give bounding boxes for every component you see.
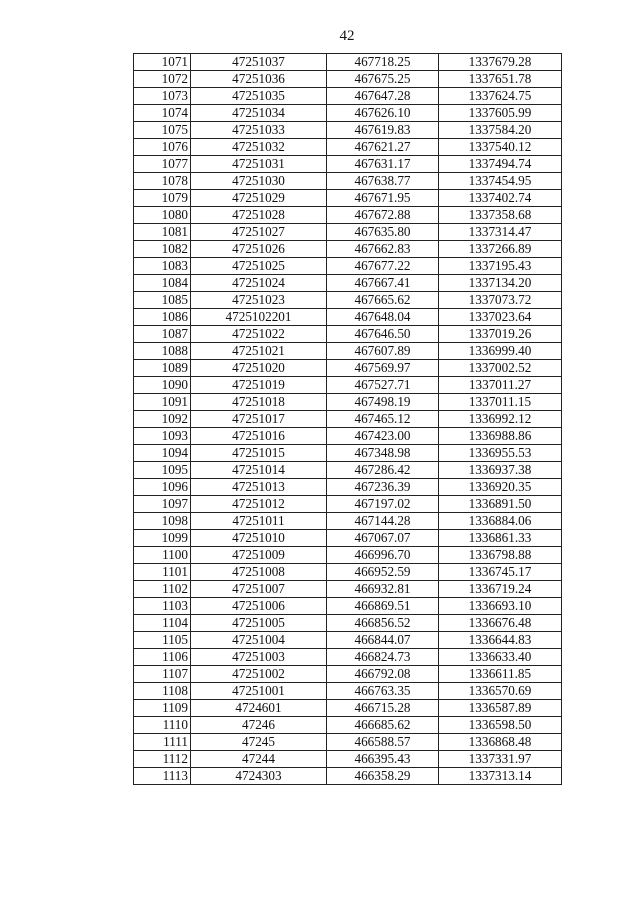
y-coordinate-cell: 1336884.06 [439,513,562,530]
y-coordinate-cell: 1336611.85 [439,666,562,683]
table-row [134,445,562,462]
row-number-cell: 1083 [134,258,191,275]
point-id-cell: 47251010 [191,530,327,547]
point-id-cell: 47251035 [191,88,327,105]
y-coordinate-cell: 1337584.20 [439,122,562,139]
x-coordinate-cell: 467527.71 [327,377,439,394]
row-number-cell: 1095 [134,462,191,479]
y-coordinate-cell: 1336861.33 [439,530,562,547]
page-number: 42 [339,28,355,44]
row-number-cell: 1073 [134,88,191,105]
table-row [134,377,562,394]
row-number-cell: 1076 [134,139,191,156]
table-row [134,122,562,139]
y-coordinate-cell: 1337402.74 [439,190,562,207]
point-id-cell: 4724601 [191,700,327,717]
table-row [134,394,562,411]
table-row [134,581,562,598]
x-coordinate-cell: 466358.29 [327,768,439,785]
y-coordinate-cell: 1337011.15 [439,394,562,411]
x-coordinate-cell: 467646.50 [327,326,439,343]
table-row [134,292,562,309]
table-row [134,258,562,275]
table-row [134,513,562,530]
y-coordinate-cell: 1336868.48 [439,734,562,751]
y-coordinate-cell: 1337651.78 [439,71,562,88]
row-number-cell: 1112 [134,751,191,768]
y-coordinate-cell: 1337266.89 [439,241,562,258]
point-id-cell: 47244 [191,751,327,768]
table-row [134,717,562,734]
x-coordinate-cell: 467648.04 [327,309,439,326]
y-coordinate-cell: 1336798.88 [439,547,562,564]
row-number-cell: 1106 [134,649,191,666]
y-coordinate-cell: 1336745.17 [439,564,562,581]
row-number-cell: 1078 [134,173,191,190]
x-coordinate-cell: 467423.00 [327,428,439,445]
x-coordinate-cell: 466715.28 [327,700,439,717]
row-number-cell: 1071 [134,54,191,71]
x-coordinate-cell: 467067.07 [327,530,439,547]
y-coordinate-cell: 1337331.97 [439,751,562,768]
row-number-cell: 1091 [134,394,191,411]
x-coordinate-cell: 467569.97 [327,360,439,377]
row-number-cell: 1103 [134,598,191,615]
table-row [134,326,562,343]
table-row [134,734,562,751]
row-number-cell: 1072 [134,71,191,88]
table-row [134,173,562,190]
row-number-cell: 1104 [134,615,191,632]
point-id-cell: 47251019 [191,377,327,394]
row-number-cell: 1098 [134,513,191,530]
x-coordinate-cell: 467677.22 [327,258,439,275]
y-coordinate-cell: 1336891.50 [439,496,562,513]
table-row [134,241,562,258]
point-id-cell: 47251008 [191,564,327,581]
point-id-cell: 47251034 [191,105,327,122]
x-coordinate-cell: 467635.80 [327,224,439,241]
table-row [134,530,562,547]
x-coordinate-cell: 467619.83 [327,122,439,139]
point-id-cell: 47251021 [191,343,327,360]
y-coordinate-cell: 1337624.75 [439,88,562,105]
x-coordinate-cell: 467144.28 [327,513,439,530]
y-coordinate-cell: 1337002.52 [439,360,562,377]
table-body [134,54,562,785]
point-id-cell: 47251013 [191,479,327,496]
table-row [134,224,562,241]
point-id-cell: 47251032 [191,139,327,156]
point-id-cell: 47251012 [191,496,327,513]
y-coordinate-cell: 1337195.43 [439,258,562,275]
row-number-cell: 1075 [134,122,191,139]
point-id-cell: 47251036 [191,71,327,88]
x-coordinate-cell: 467626.10 [327,105,439,122]
row-number-cell: 1102 [134,581,191,598]
x-coordinate-cell: 466395.43 [327,751,439,768]
x-coordinate-cell: 466844.07 [327,632,439,649]
y-coordinate-cell: 1336937.38 [439,462,562,479]
point-id-cell: 47251033 [191,122,327,139]
table-row [134,309,562,326]
point-id-cell: 47251027 [191,224,327,241]
row-number-cell: 1093 [134,428,191,445]
row-number-cell: 1081 [134,224,191,241]
x-coordinate-cell: 466824.73 [327,649,439,666]
point-id-cell: 47251023 [191,292,327,309]
x-coordinate-cell: 467465.12 [327,411,439,428]
y-coordinate-cell: 1337540.12 [439,139,562,156]
table-row [134,139,562,156]
y-coordinate-cell: 1336719.24 [439,581,562,598]
row-number-cell: 1111 [134,734,191,751]
y-coordinate-cell: 1336955.53 [439,445,562,462]
table-row [134,156,562,173]
row-number-cell: 1086 [134,309,191,326]
table-row [134,751,562,768]
point-id-cell: 47251015 [191,445,327,462]
x-coordinate-cell: 467675.25 [327,71,439,88]
row-number-cell: 1113 [134,768,191,785]
point-id-cell: 47251003 [191,649,327,666]
x-coordinate-cell: 467662.83 [327,241,439,258]
x-coordinate-cell: 466996.70 [327,547,439,564]
row-number-cell: 1090 [134,377,191,394]
row-number-cell: 1108 [134,683,191,700]
row-number-cell: 1079 [134,190,191,207]
point-id-cell: 47251020 [191,360,327,377]
y-coordinate-cell: 1336676.48 [439,615,562,632]
point-id-cell: 47251006 [191,598,327,615]
x-coordinate-cell: 467638.77 [327,173,439,190]
y-coordinate-cell: 1337313.14 [439,768,562,785]
row-number-cell: 1082 [134,241,191,258]
y-coordinate-cell: 1337023.64 [439,309,562,326]
point-id-cell: 47251016 [191,428,327,445]
table-row [134,615,562,632]
table-row [134,496,562,513]
row-number-cell: 1088 [134,343,191,360]
x-coordinate-cell: 467665.62 [327,292,439,309]
x-coordinate-cell: 467671.95 [327,190,439,207]
table-row [134,190,562,207]
point-id-cell: 47246 [191,717,327,734]
table-row [134,462,562,479]
x-coordinate-cell: 467348.98 [327,445,439,462]
point-id-cell: 4725102201 [191,309,327,326]
y-coordinate-cell: 1337679.28 [439,54,562,71]
row-number-cell: 1094 [134,445,191,462]
table-row [134,632,562,649]
y-coordinate-cell: 1337358.68 [439,207,562,224]
table-row [134,275,562,292]
row-number-cell: 1099 [134,530,191,547]
point-id-cell: 47251002 [191,666,327,683]
point-id-cell: 47251031 [191,156,327,173]
x-coordinate-cell: 466763.35 [327,683,439,700]
table-row [134,479,562,496]
y-coordinate-cell: 1337073.72 [439,292,562,309]
row-number-cell: 1105 [134,632,191,649]
table-row [134,71,562,88]
table-row [134,649,562,666]
x-coordinate-cell: 466792.08 [327,666,439,683]
x-coordinate-cell: 466685.62 [327,717,439,734]
point-id-cell: 47251007 [191,581,327,598]
x-coordinate-cell: 467718.25 [327,54,439,71]
row-number-cell: 1080 [134,207,191,224]
x-coordinate-cell: 466588.57 [327,734,439,751]
table-row [134,768,562,785]
table-row [134,88,562,105]
table-row [134,700,562,717]
x-coordinate-cell: 467286.42 [327,462,439,479]
y-coordinate-cell: 1337605.99 [439,105,562,122]
point-id-cell: 47251005 [191,615,327,632]
table-row [134,428,562,445]
y-coordinate-cell: 1337494.74 [439,156,562,173]
point-id-cell: 47251026 [191,241,327,258]
row-number-cell: 1097 [134,496,191,513]
point-id-cell: 47251022 [191,326,327,343]
point-id-cell: 4724303 [191,768,327,785]
point-id-cell: 47251014 [191,462,327,479]
row-number-cell: 1109 [134,700,191,717]
y-coordinate-cell: 1336633.40 [439,649,562,666]
point-id-cell: 47251024 [191,275,327,292]
table-row [134,598,562,615]
x-coordinate-cell: 467672.88 [327,207,439,224]
point-id-cell: 47251018 [191,394,327,411]
x-coordinate-cell: 467607.89 [327,343,439,360]
y-coordinate-cell: 1336570.69 [439,683,562,700]
y-coordinate-cell: 1336693.10 [439,598,562,615]
table-row [134,683,562,700]
table-row [134,666,562,683]
y-coordinate-cell: 1337454.95 [439,173,562,190]
row-number-cell: 1107 [134,666,191,683]
row-number-cell: 1084 [134,275,191,292]
row-number-cell: 1074 [134,105,191,122]
x-coordinate-cell: 466856.52 [327,615,439,632]
point-id-cell: 47251028 [191,207,327,224]
table-row [134,411,562,428]
point-id-cell: 47251017 [191,411,327,428]
x-coordinate-cell: 467498.19 [327,394,439,411]
y-coordinate-cell: 1337011.27 [439,377,562,394]
table-row [134,105,562,122]
x-coordinate-cell: 467647.28 [327,88,439,105]
point-id-cell: 47245 [191,734,327,751]
row-number-cell: 1100 [134,547,191,564]
row-number-cell: 1089 [134,360,191,377]
row-number-cell: 1110 [134,717,191,734]
x-coordinate-cell: 467631.17 [327,156,439,173]
x-coordinate-cell: 466932.81 [327,581,439,598]
x-coordinate-cell: 466952.59 [327,564,439,581]
y-coordinate-cell: 1336988.86 [439,428,562,445]
y-coordinate-cell: 1337134.20 [439,275,562,292]
x-coordinate-cell: 467667.41 [327,275,439,292]
table-row [134,343,562,360]
table-row [134,207,562,224]
table-row [134,564,562,581]
x-coordinate-cell: 467197.02 [327,496,439,513]
row-number-cell: 1096 [134,479,191,496]
row-number-cell: 1092 [134,411,191,428]
row-number-cell: 1085 [134,292,191,309]
x-coordinate-cell: 466869.51 [327,598,439,615]
y-coordinate-cell: 1336644.83 [439,632,562,649]
table-row [134,547,562,564]
y-coordinate-cell: 1336587.89 [439,700,562,717]
row-number-cell: 1101 [134,564,191,581]
y-coordinate-cell: 1336992.12 [439,411,562,428]
table-row [134,54,562,71]
x-coordinate-cell: 467236.39 [327,479,439,496]
row-number-cell: 1087 [134,326,191,343]
point-id-cell: 47251025 [191,258,327,275]
y-coordinate-cell: 1336598.50 [439,717,562,734]
coordinates-table [133,53,562,785]
point-id-cell: 47251004 [191,632,327,649]
row-number-cell: 1077 [134,156,191,173]
y-coordinate-cell: 1336920.35 [439,479,562,496]
point-id-cell: 47251009 [191,547,327,564]
point-id-cell: 47251037 [191,54,327,71]
y-coordinate-cell: 1337019.26 [439,326,562,343]
x-coordinate-cell: 467621.27 [327,139,439,156]
y-coordinate-cell: 1336999.40 [439,343,562,360]
point-id-cell: 47251001 [191,683,327,700]
point-id-cell: 47251011 [191,513,327,530]
point-id-cell: 47251030 [191,173,327,190]
point-id-cell: 47251029 [191,190,327,207]
table-row [134,360,562,377]
y-coordinate-cell: 1337314.47 [439,224,562,241]
